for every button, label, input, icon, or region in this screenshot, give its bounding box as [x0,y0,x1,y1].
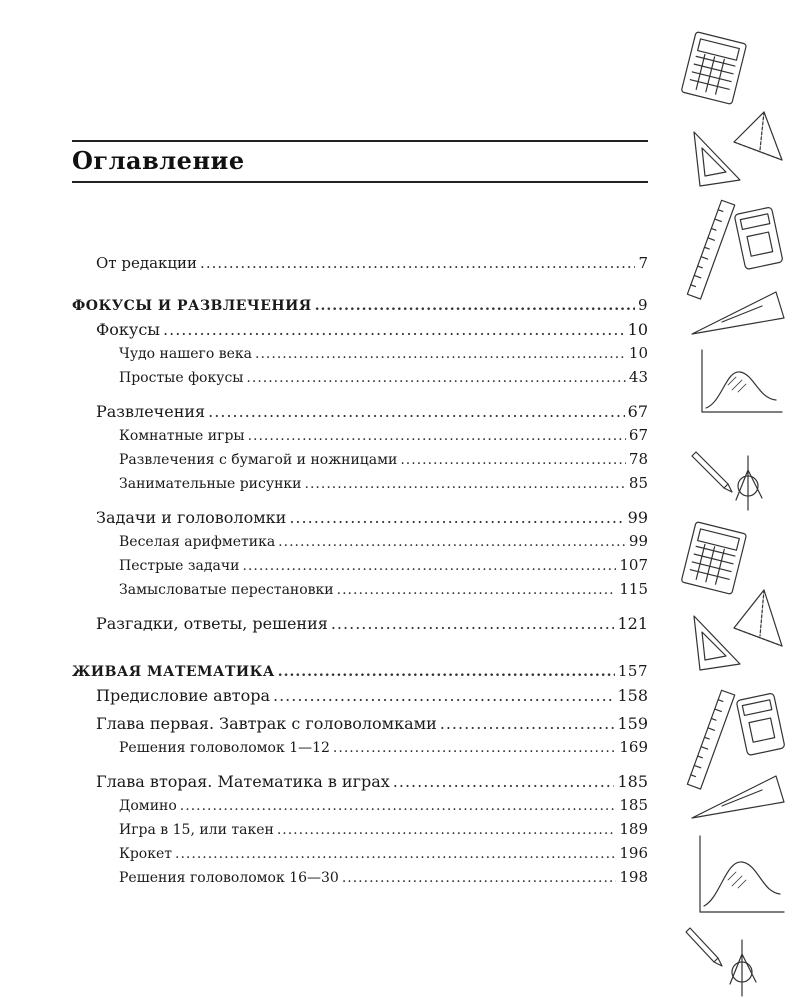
toc-label: Замысловатые перестановки [119,582,334,598]
toc-label: Глава вторая. Математика в играх [96,772,390,791]
toc-subentry[interactable] [72,580,648,604]
leader-dots [242,558,616,574]
toc-page: 107 [619,556,648,574]
toc-page: 9 [637,296,648,314]
toc-label: Глава первая. Завтрак с головоломками [96,714,437,733]
leader-dots [246,370,625,386]
toc-label: Игра в 15, или такен [119,822,274,838]
toc-subentry[interactable] [72,532,648,556]
leader-dots [248,428,626,444]
leader-dots [208,402,625,421]
compass-icon [730,940,756,996]
toc-label: Чудо нашего века [119,346,253,362]
compass-icon [736,456,762,510]
toc-label: Веселая арифметика [119,534,276,550]
set-square-icon [694,616,740,670]
toc-label: Простые фокусы [119,370,244,386]
toc-page: 10 [628,344,648,362]
toc-page: 196 [619,844,648,862]
title-rule-top [72,140,648,142]
leader-dots [175,846,616,862]
leader-dots [163,320,625,339]
toc-label: Пестрые задачи [119,558,240,574]
calculator-icon [681,32,746,105]
table-of-contents [72,254,648,892]
ruler-icon [687,200,734,299]
page-title: Оглавление [72,146,245,175]
leader-dots [278,664,615,680]
toc-entry-front[interactable] [72,254,648,278]
toc-label: Разгадки, ответы, решения [96,614,328,633]
toc-label: ЖИВАЯ МАТЕМАТИКА [72,664,275,680]
pencil-icon [686,928,722,966]
toc-part-2[interactable] [72,662,648,686]
toc-page: 185 [619,796,648,814]
toc-page: 43 [628,368,648,386]
toc-chapter[interactable] [72,320,648,344]
toc-label: Решения головоломок 16—30 [119,870,339,886]
toc-page: 99 [628,532,648,550]
toc-page: 115 [619,580,648,598]
toc-label: Фокусы [96,320,161,339]
decorative-margin [672,0,800,1000]
toc-page: 67 [627,402,648,421]
toc-label: Развлечения с бумагой и ножницами [119,452,398,468]
toc-page: 121 [617,614,648,633]
leader-dots [305,476,626,492]
pencil-icon [692,452,732,492]
graph-icon [702,350,782,412]
toc-page: 159 [617,714,648,733]
toc-subentry[interactable] [72,368,648,392]
toc-chapter[interactable] [72,614,648,638]
calculator-icon [681,522,746,595]
leader-dots [440,714,615,733]
toc-page: 189 [619,820,648,838]
toc-label: ФОКУСЫ И РАЗВЛЕЧЕНИЯ [72,298,312,314]
toc-subentry[interactable] [72,868,648,892]
leader-dots [342,870,617,886]
toc-chapter[interactable] [72,772,648,796]
calculator-icon [736,693,785,756]
leader-dots [277,822,617,838]
toc-label: Развлечения [96,402,206,421]
toc-label: Решения головоломок 1—12 [119,740,330,756]
leader-dots [400,452,626,468]
toc-subentry[interactable] [72,796,648,820]
leader-dots [315,298,635,314]
toc-label: Комнатные игры [119,428,245,444]
leader-dots [289,508,624,527]
toc-chapter[interactable] [72,686,648,710]
leader-dots [331,614,615,633]
toc-page: 7 [638,254,648,272]
toc-subentry[interactable] [72,844,648,868]
set-square-icon [694,132,740,186]
toc-subentry[interactable] [72,556,648,580]
toc-subentry[interactable] [72,474,648,498]
toc-page: 157 [617,662,648,680]
toc-label: От редакции [96,254,198,272]
toc-page: 169 [619,738,648,756]
toc-label: Крокет [119,846,173,862]
leader-dots [393,772,615,791]
leader-dots [255,346,626,362]
toc-subentry[interactable] [72,344,648,368]
toc-page: 67 [628,426,648,444]
toc-label: Задачи и головоломки [96,508,287,527]
toc-page: 99 [627,508,648,527]
triangle-icon [692,776,784,818]
toc-label: Занимательные рисунки [119,476,302,492]
leader-dots [200,254,635,272]
toc-page: 85 [628,474,648,492]
title-rule-bottom [72,181,648,183]
toc-subentry[interactable] [72,426,648,450]
toc-chapter[interactable] [72,714,648,738]
triangle-icon [734,112,782,160]
leader-dots [333,740,616,756]
leader-dots [273,686,614,705]
toc-page: 10 [627,320,648,339]
leader-dots [278,534,626,550]
triangle-icon [734,590,782,646]
toc-chapter[interactable] [72,402,648,426]
leader-dots [180,798,617,814]
leader-dots [337,582,617,598]
toc-subentry[interactable] [72,738,648,762]
toc-page: 158 [617,686,648,705]
toc-subentry[interactable] [72,450,648,474]
toc-label: Предисловие автора [96,686,270,705]
toc-page: 198 [619,868,648,886]
toc-part-1[interactable] [72,296,648,320]
toc-subentry[interactable] [72,820,648,844]
calculator-icon [734,207,783,270]
toc-label: Домино [119,798,177,814]
graph-icon [700,836,784,912]
triangle-icon [692,292,784,334]
ruler-icon [687,690,734,789]
toc-page: 185 [617,772,648,791]
toc-page: 78 [628,450,648,468]
toc-chapter[interactable] [72,508,648,532]
